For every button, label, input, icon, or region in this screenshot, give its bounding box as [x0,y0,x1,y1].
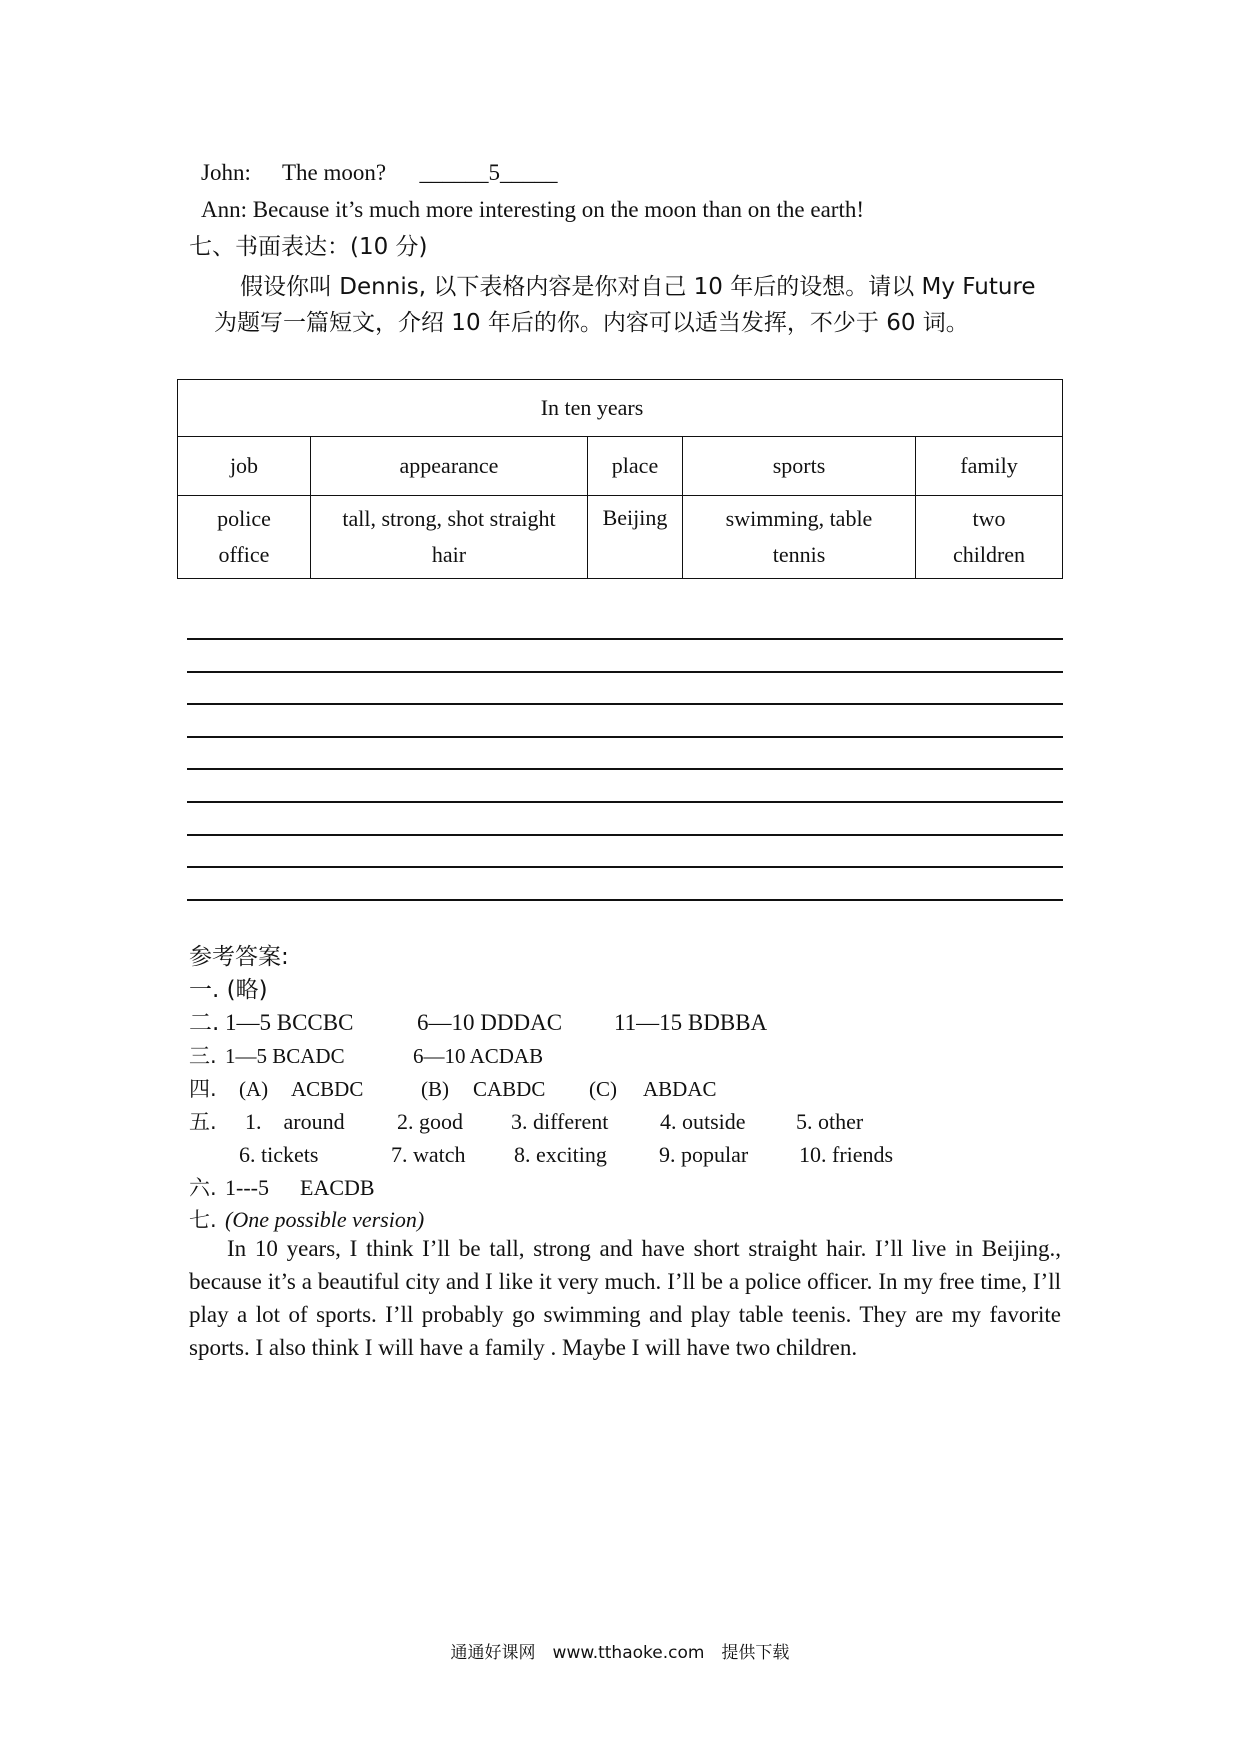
cell-appearance: tall, strong, shot straight hair [311,496,588,579]
section-7-instruction-1: 假设你叫 Dennis, 以下表格内容是你对自己 10 年后的设想。请以 My Future [240,274,1036,300]
header-family: family [916,437,1063,496]
john-speaker: John: [201,160,251,185]
footer-source: 通通好课网 www.tthaoke.com 提供下载 [450,1643,790,1663]
section-7-instruction-2: 为题写一篇短文，介绍 10 年后的你。内容可以适当发挥，不少于 60 词。 [214,310,969,336]
future-plan-table [177,379,1063,579]
writing-line[interactable] [187,671,1063,673]
writing-line[interactable] [187,768,1063,770]
answer-section-6: 六. 1---5 EACDB [189,1175,375,1200]
writing-line[interactable] [187,801,1063,803]
answers-heading: 参考答案: [189,944,289,970]
answer-section-5-row-1: 五. 1. around 2. good 3. different 4. outside 5. other [189,1109,864,1134]
answer-section-7: 七. (One possible version) [189,1207,425,1232]
writing-line[interactable] [187,638,1063,640]
cell-place: Beijing [588,496,683,579]
ann-line: Ann: Because it’s much more interesting on the moon than on the earth! [201,197,865,222]
cell-sports: swimming, table tennis [683,496,916,579]
john-text: The moon? [281,160,387,185]
sample-essay: In 10 years, I think I’ll be tall, strong and have short straight hair. I’ll live in Beijing., because it’s a beautiful city and I like it very much. I’ll be a police officer. In my free time, I’ll play a lot of sports. I’ll probably go swimming and play table teenis. They are my favorite sports. I also think I will have a family . Maybe I will have two children. [189,1236,1061,1360]
cell-job: police office [178,496,311,579]
header-appearance: appearance [311,437,588,496]
writing-line[interactable] [187,736,1063,738]
writing-lines[interactable] [187,638,1063,931]
section-7-heading: 七、书面表达：(10 分) [189,234,428,260]
answer-section-2: 二. 1—5 BCCBC 6—10 DDDAC 11—15 BDBBA [189,1010,768,1036]
answer-section-1: 一. (略) [189,977,268,1003]
header-place: place [588,437,683,496]
writing-line[interactable] [187,834,1063,836]
writing-line[interactable] [187,899,1063,901]
exam-page: John: The moon? ______5_____ Ann: Because it’s much more interesting on the moon than on the earth! 七、书面表达：(10 分) 假设你叫 Dennis, 以下表格内容是你对自己 10 年后的设想。请以 My Future 为题写一篇短文，介绍 10 年后的你。内容可以适当发挥，不少于 60 词。 In ten years job appearance place sports family police office tall, strong, shot straight hair Beijing swimming, table tennis two children 参考答案: 一. (略) 二. 1—5 BCCBC 6—10 DDDAC 11—15 BDBBA 三. 1—5 BCADC 6—10 ACDAB 四. (A) ACBDC (B) CABDC (C) ABDAC 五. 1. around 2. good 3. different 4. outside 5. other 6. tickets 7. watch 8. exciting 9. popular 10. friends 六. 1---5 EACDB 七. (One possible version) In 10 years, I think I’ll be tall, strong and have short straight hair. I’ll live in Beijing., because it’s a beautiful city and I like it very much. I’ll be a police officer. In my free time, I’ll play a lot of sports. I’ll probably go swimming and play table teenis. They are my favorite sports. I also think I will have a family . Maybe I will have two children. 通通好课网 www.tthaoke.com 提供下载 [0,0,1240,1754]
answer-section-3: 三. 1—5 BCADC 6—10 ACDAB [189,1044,544,1068]
table-title: In ten years [178,380,1063,437]
john-line [201,158,558,188]
answer-blank-5: ______5_____ [419,160,558,185]
header-job: job [178,437,311,496]
answer-section-4: 四. (A) ACBDC (B) CABDC (C) ABDAC [189,1077,717,1101]
writing-line[interactable] [187,866,1063,868]
header-sports: sports [683,437,916,496]
cell-family: two children [916,496,1063,579]
writing-line[interactable] [187,703,1063,705]
